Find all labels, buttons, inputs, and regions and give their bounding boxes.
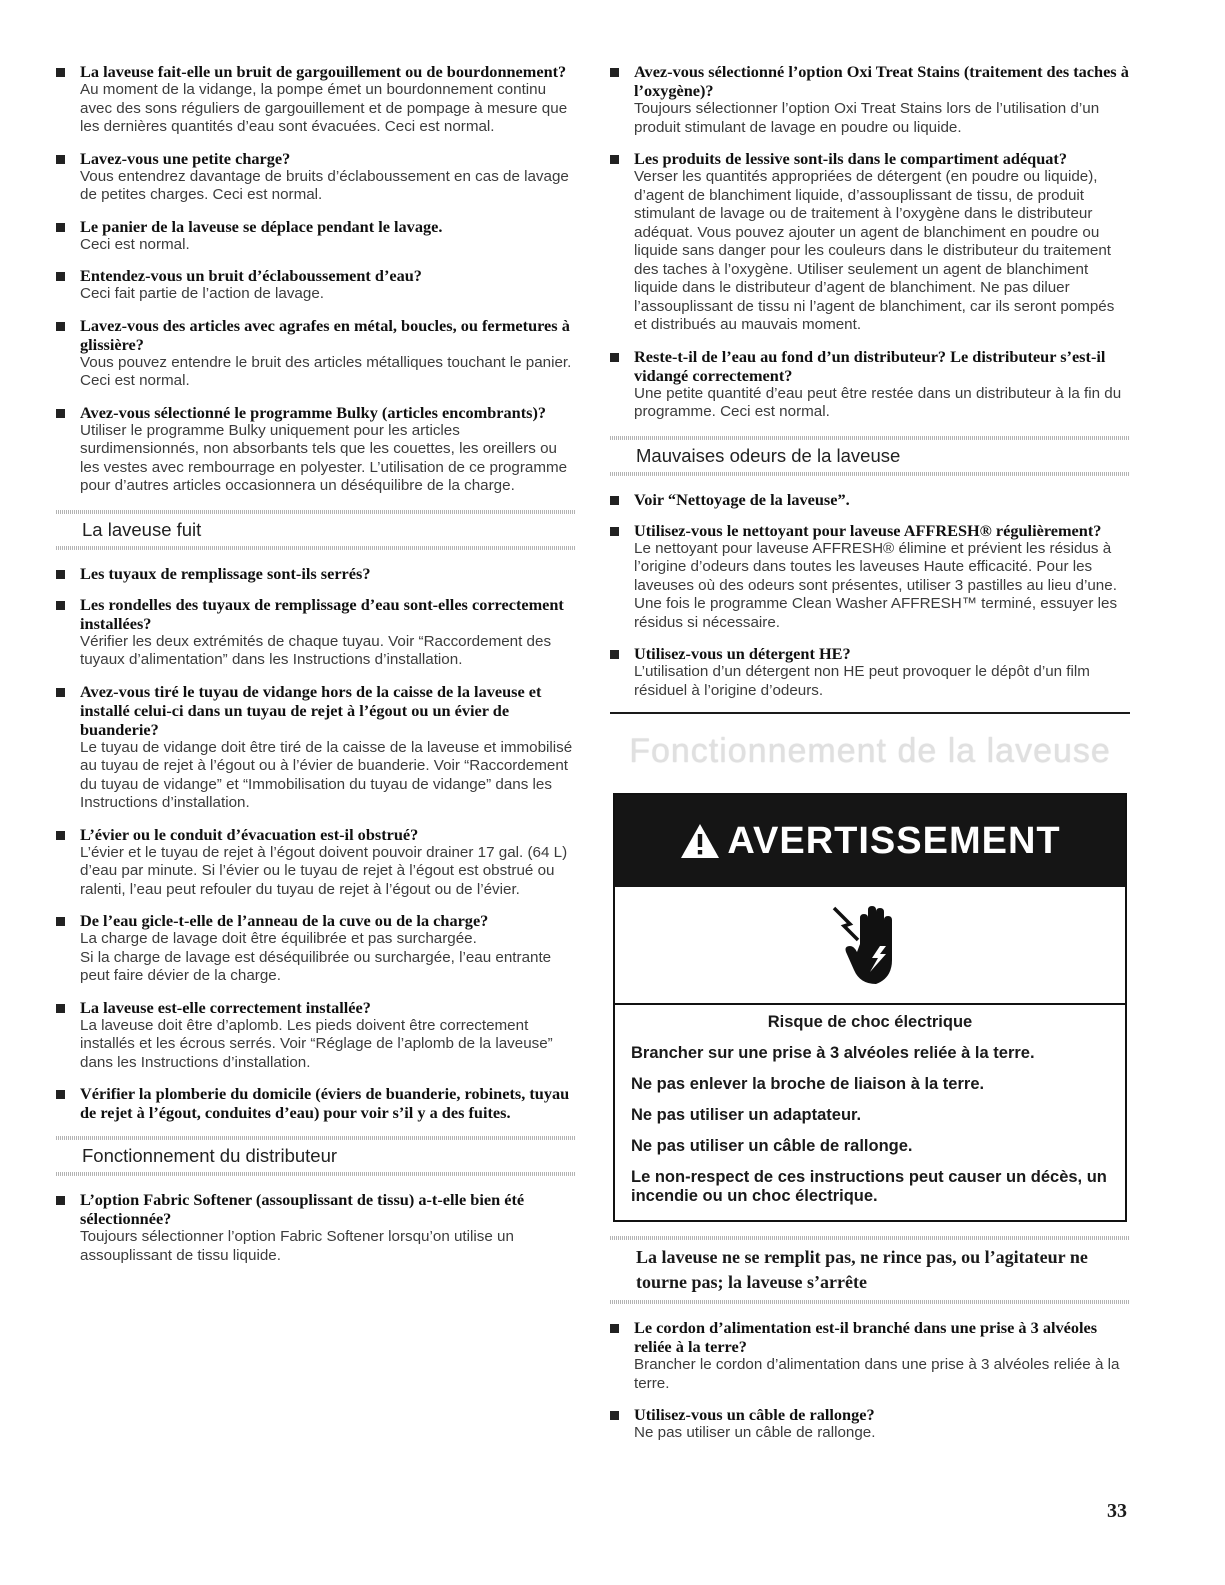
square-bullet-icon (56, 1004, 65, 1013)
answer-text (80, 1017, 576, 1073)
question-text: Entendez-vous un bruit d’éclaboussement d’eau? (80, 266, 422, 285)
section-title: La laveuse fuit (82, 518, 202, 540)
list-item (610, 62, 1130, 137)
square-bullet-icon (56, 917, 65, 926)
answer-paragraph: L’évier et le tuyau de rejet à l’égout doivent pouvoir drainer 17 gal. (64 L) d’eau par minute. Si l’évier ou le tuyau de rejet à l’égout est obstrué ou ralenti, l’eau peut refouler du tuyau de rejet à l’égout ou de l’évier. (80, 843, 568, 898)
question-text: Voir “Nettoyage de la laveuse”. (634, 489, 850, 509)
question-text: Lavez-vous des articles avec agrafes en métal, boucles, ou fermetures à glissière? (80, 315, 570, 354)
answer-paragraph: Toujours sélectionner l’option Fabric Softener lorsqu’on utilise un assouplissant de tissu liquide. (80, 1228, 514, 1264)
square-bullet-icon (56, 1090, 65, 1099)
list-item (610, 149, 1130, 335)
square-bullet-icon (56, 155, 65, 164)
square-bullet-icon (610, 1324, 619, 1333)
question-text: Utilisez-vous un câble de rallonge? (634, 1405, 875, 1424)
section-rule-top (56, 1136, 576, 1140)
warning-risk: Risque de choc électrique (767, 1013, 973, 1031)
section-rule-bottom (56, 1172, 576, 1176)
list-item (56, 564, 576, 583)
answer-text (80, 285, 576, 304)
answer-paragraph: Ceci fait partie de l’action de lavage. (80, 285, 324, 302)
answer-paragraph: Le nettoyant pour laveuse AFFRESH® élimine et prévient les résidus à l’origine d’odeurs dans toutes les laveuses Haute efficacité. Pour les laveuses où des odeurs sont présentes, utiliser 3 pastilles au lieu d’une. Une fois le programme Clean Washer AFFRESH™ terminé, essuyer les résidus si nécessaire. (634, 539, 1118, 631)
question-text: La laveuse fait-elle un bruit de gargouillement ou de bourdonnement? (80, 62, 567, 81)
topic-header (610, 712, 1130, 785)
square-bullet-icon (610, 353, 619, 362)
left-list-1 (56, 62, 576, 496)
answer-text (634, 1424, 1130, 1443)
left-list-3 (56, 1190, 576, 1265)
question-text: Le panier de la laveuse se déplace pendant le lavage. (80, 216, 443, 236)
question-text: Utilisez-vous un détergent HE? (634, 644, 851, 663)
warning-text (615, 1005, 1125, 1220)
answer-text (80, 844, 576, 900)
answer-text (80, 739, 576, 813)
square-bullet-icon (56, 570, 65, 579)
answer-text (80, 422, 576, 496)
warning-triangle-icon (679, 822, 721, 860)
answer-paragraph: Le tuyau de vidange doit être tiré de la caisse de la laveuse et immobilisé au tuyau de rejet à l’égout ou à l’évier de buanderie. Voir “Raccordement du tuyau de vidange” et “Immobilisation du tuyau de vidange” dans les Instructions d’installation. (80, 738, 573, 811)
list-item (610, 521, 1130, 633)
topic-rule (610, 712, 1130, 714)
section-header-no-fill (610, 1236, 1130, 1304)
answer-paragraph: Une petite quantité d’eau peut être restée dans un distributeur à la fin du programme. Ceci est normal. (634, 384, 1122, 420)
section-rule-top (56, 510, 576, 514)
answer-text (80, 354, 576, 391)
answer-paragraph: Utiliser le programme Bulky uniquement pour les articles surdimensionnés, non absorbants tels que les couettes, les oreillers ou les vestes avec rembourrage en polyester. L’utilisation de ce programme pour d’autres articles occasionnera un déséquilibre de la charge. (80, 421, 568, 494)
electric-shock-hand-icon (830, 900, 910, 990)
warning-line: Ne pas utiliser un adaptateur. (631, 1106, 862, 1124)
answer-paragraph: Vous entendrez davantage de bruits d’éclaboussement en cas de lavage de petites charges. Ceci est normal. (80, 167, 569, 203)
answer-text (80, 930, 576, 986)
square-bullet-icon (56, 409, 65, 418)
list-item (610, 644, 1130, 700)
list-item (610, 1318, 1130, 1393)
section-header-dispenser (56, 1136, 576, 1176)
list-item (56, 595, 576, 670)
list-item (56, 62, 576, 137)
section-rule-bottom (610, 472, 1130, 476)
list-item (56, 1190, 576, 1265)
question-text: Reste-t-il de l’eau au fond d’un distributeur? Le distributeur s’est-il vidangé correctement? (634, 346, 1106, 385)
square-bullet-icon (610, 527, 619, 536)
answer-paragraph: L’utilisation d’un détergent non HE peut provoquer le dépôt d’un film résiduel à l’origine d’odeurs. (634, 663, 1090, 699)
list-item (610, 347, 1130, 422)
square-bullet-icon (56, 831, 65, 840)
answer-text (80, 168, 576, 205)
square-bullet-icon (56, 223, 65, 232)
square-bullet-icon (610, 496, 619, 505)
section-header-odors (610, 436, 1130, 476)
answer-text (634, 385, 1130, 422)
answer-text (634, 540, 1130, 633)
warning-box (613, 793, 1127, 1222)
square-bullet-icon (56, 322, 65, 331)
warning-line: Ne pas utiliser un câble de rallonge. (631, 1137, 913, 1155)
answer-text (80, 633, 576, 670)
warning-line: Brancher sur une prise à 3 alvéoles reliée à la terre. (631, 1044, 1035, 1062)
square-bullet-icon (56, 68, 65, 77)
square-bullet-icon (610, 650, 619, 659)
question-text: L’option Fabric Softener (assouplissant de tissu) a-t-elle bien été sélectionnée? (80, 1190, 525, 1228)
electric-shock-hand-icon (615, 887, 1125, 1005)
question-text: De l’eau gicle-t-elle de l’anneau de la cuve ou de la charge? (80, 911, 489, 930)
answer-paragraph: Si la charge de lavage est déséquilibrée ou surchargée, l’eau entrante peut faire dévier de la charge. (80, 948, 552, 984)
answer-text (80, 81, 576, 137)
answer-paragraph: Au moment de la vidange, la pompe émet un bourdonnement continu avec des sons réguliers de gargouillement et de pompage à mesure que les dernières quantités d’eau sont évacuées. Ceci est normal. (80, 81, 568, 135)
answer-paragraph: La laveuse doit être d’aplomb. Les pieds doivent être correctement installés et les écrous serrés. Voir “Réglage de l’aplomb de la laveuse” dans les Instructions d’installation. (80, 1016, 553, 1071)
question-text: L’évier ou le conduit d’évacuation est-il obstrué? (80, 824, 419, 844)
warning-line: Le non-respect de ces instructions peut causer un décès, un incendie ou un choc électrique. (631, 1168, 1107, 1205)
list-item (56, 825, 576, 900)
answer-paragraph: Ne pas utiliser un câble de rallonge. (634, 1424, 876, 1441)
section-rule-top (610, 436, 1130, 440)
answer-paragraph: Verser les quantités appropriées de détergent (en poudre ou liquide), d’agent de blanchiment liquide, d’assouplissant de tissu, de produit stimulant de lavage ou de traitement à l’oxygène dans le distributeur adéquat. Vous pouvez ajouter un agent de blanchiment en poudre ou liquide sans danger pour les couleurs dans le distributeur du traitement des taches à l’oxygène. Utiliser seulement un agent de blanchiment liquide dans le distributeur d’agent de blanchiment. Ne pas diluer l’assouplissant de tissu ni l’agent de blanchiment, car ils seront pompés et distribués au mauvais moment. (634, 168, 1115, 333)
answer-paragraph: Brancher le cordon d’alimentation dans une prise à 3 alvéoles reliée à la terre. (634, 1356, 1120, 1392)
square-bullet-icon (56, 601, 65, 610)
page-number: 33 (1107, 1500, 1127, 1522)
answer-text (634, 168, 1130, 335)
section-title: Mauvaises odeurs de la laveuse (636, 444, 901, 466)
answer-paragraph: La charge de lavage doit être équilibrée et pas surchargée. (80, 930, 477, 947)
question-text: Les rondelles des tuyaux de remplissage d’eau sont-elles correctement installées? (80, 594, 564, 633)
section-rule-top (610, 1236, 1130, 1240)
question-text: Avez-vous tiré le tuyau de vidange hors de la caisse de la laveuse et installé celui-ci dans un tuyau de rejet à l’égout ou un évier de buanderie? (80, 681, 542, 739)
right-list-3 (610, 1318, 1130, 1443)
square-bullet-icon (610, 1411, 619, 1420)
answer-text (634, 663, 1130, 700)
list-item (56, 911, 576, 986)
question-text: La laveuse est-elle correctement installée? (80, 997, 371, 1017)
right-list-1 (610, 62, 1130, 422)
question-text: Avez-vous sélectionné l’option Oxi Treat Stains (traitement des taches à l’oxygène)? (634, 62, 1129, 100)
list-item (56, 403, 576, 496)
square-bullet-icon (56, 1196, 65, 1205)
question-text: Utilisez-vous le nettoyant pour laveuse AFFRESH® régulièrement? (634, 520, 1102, 540)
warning-header (615, 795, 1125, 887)
section-rule-bottom (610, 1300, 1130, 1304)
question-text: Vérifier la plomberie du domicile (éviers de buanderie, robinets, tuyau de rejet à l’égout, conduites d’eau) pour voir s’il y a des fuites. (80, 1084, 570, 1122)
list-item (56, 1084, 576, 1122)
list-item (610, 490, 1130, 509)
question-text: Lavez-vous une petite charge? (80, 148, 291, 168)
topic-title: Fonctionnement de la laveuse (629, 732, 1111, 770)
section-title: Fonctionnement du distributeur (82, 1145, 338, 1166)
right-column (610, 62, 1130, 1455)
warning-line: Ne pas enlever la broche de liaison à la terre. (631, 1075, 985, 1093)
right-list-2 (610, 490, 1130, 701)
question-text: Les produits de lessive sont-ils dans le compartiment adéquat? (634, 149, 1067, 168)
answer-text (634, 100, 1130, 137)
list-item (56, 149, 576, 205)
list-item (56, 316, 576, 391)
list-item (56, 998, 576, 1073)
section-header-leaks (56, 510, 576, 550)
question-text: Les tuyaux de remplissage sont-ils serrés? (80, 563, 371, 583)
warning-title: AVERTISSEMENT (727, 819, 1061, 862)
answer-text (80, 1228, 576, 1265)
question-text: Le cordon d’alimentation est-il branché dans une prise à 3 alvéoles reliée à la terre? (634, 1318, 1098, 1356)
square-bullet-icon (610, 68, 619, 77)
section-rule-bottom (56, 546, 576, 550)
question-text: Avez-vous sélectionné le programme Bulky (articles encombrants)? (80, 402, 547, 422)
section-title: La laveuse ne se remplit pas, ne rince pas, ou l’agitateur ne tourne pas; la laveuse s’arrête (636, 1247, 1088, 1292)
answer-paragraph: Vous pouvez entendre le bruit des articles métalliques touchant le panier. Ceci est normal. (80, 353, 572, 389)
answer-paragraph: Vérifier les deux extrémités de chaque tuyau. Voir “Raccordement des tuyaux d’alimentation” dans les Instructions d’installation. (80, 632, 552, 668)
answer-paragraph: Toujours sélectionner l’option Oxi Treat Stains lors de l’utilisation d’un produit stimulant de lavage en poudre ou liquide. (634, 100, 1100, 136)
list-item (56, 266, 576, 304)
list-item (56, 217, 576, 255)
left-column (56, 62, 576, 1277)
square-bullet-icon (610, 155, 619, 164)
list-item (56, 682, 576, 813)
left-list-2 (56, 564, 576, 1123)
answer-text (80, 236, 576, 255)
answer-text (634, 1356, 1130, 1393)
square-bullet-icon (56, 272, 65, 281)
list-item (610, 1405, 1130, 1443)
square-bullet-icon (56, 688, 65, 697)
answer-paragraph: Ceci est normal. (80, 235, 190, 253)
